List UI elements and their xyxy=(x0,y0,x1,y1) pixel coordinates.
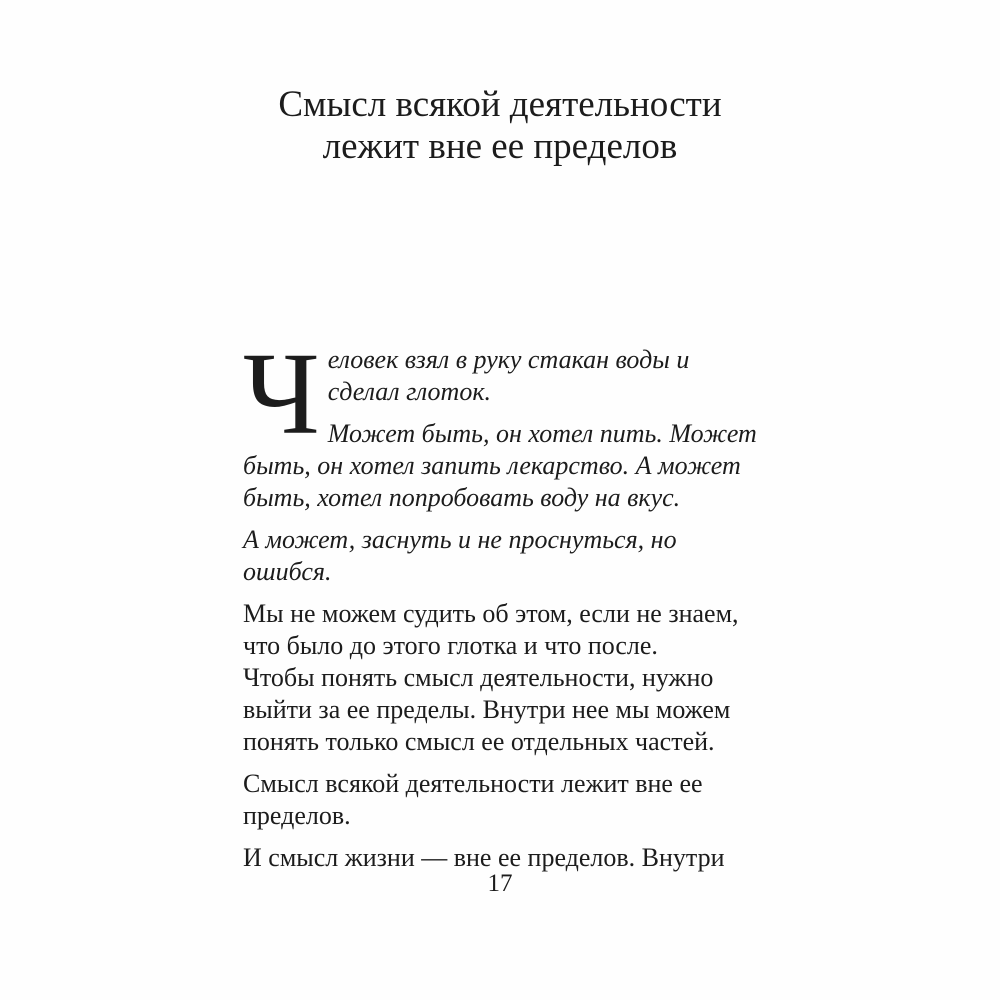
paragraph: Смысл всякой деятельности лежит вне ее пределов. xyxy=(243,769,703,830)
paragraph: А может, заснуть и не проснуться, но ошибся. xyxy=(243,525,677,586)
chapter-title-line-1: Смысл всякой деятельности xyxy=(278,84,722,125)
paragraph: Может быть, он хотел пить. Может быть, он хотел запить лекарство. А может быть, хотел попробовать воду на вкус. xyxy=(243,419,757,512)
chapter-title-line-2: лежит вне ее пределов xyxy=(322,126,678,167)
chapter-title xyxy=(0,84,1000,168)
page-number: 17 xyxy=(487,870,513,897)
dropcap-letter: Ч xyxy=(243,328,320,459)
paragraph-opening-text: еловек взял в руку стакан воды и сделал глоток. xyxy=(327,345,690,406)
paragraph-opening xyxy=(243,328,761,459)
paragraph: Мы не можем судить об этом, если не знаем, что было до этого глотка и что после. xyxy=(243,599,739,660)
paragraph: И смысл жизни — вне ее пределов. Внутри xyxy=(243,843,725,872)
paragraph: Чтобы понять смысл деятельности, нужно выйти за ее пределы. Внутри нее мы можем понять только смысл ее отдельных частей. xyxy=(243,663,731,756)
body-text-block xyxy=(243,328,761,884)
